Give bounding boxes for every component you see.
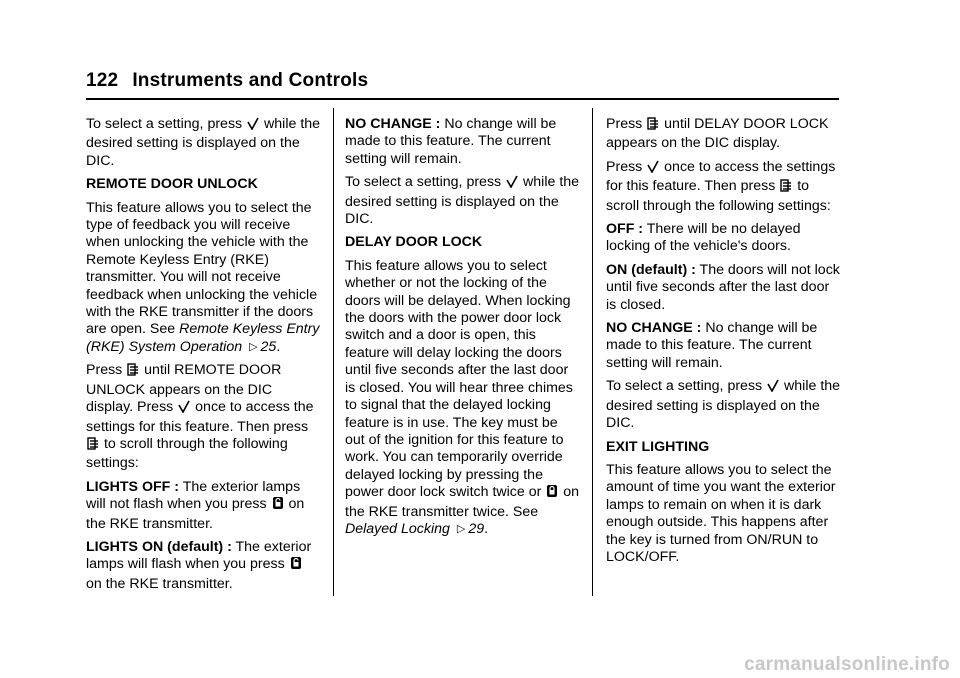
section-title: Instruments and Controls: [132, 70, 369, 91]
text: The exterior lamps will not flash when you press: [86, 478, 301, 513]
text: This feature allows you to select the type of feedback you will receive when unlocking the vehicle with the Remote Keyless Entry (RKE) transmitter. You will not receive feedback when unlocking the vehicle with the RKE transmitter if the doors are open. See: [86, 199, 318, 338]
column-3: [606, 116, 842, 572]
text: To select a setting, press: [345, 174, 502, 191]
text: on the RKE transmitter twice. See: [345, 484, 580, 520]
cross-reference-link[interactable]: Delayed Locking: [345, 520, 450, 537]
option-label: NO CHANGE :: [345, 116, 441, 132]
option-label: LIGHTS ON (default) :: [86, 538, 232, 555]
text: on the RKE transmitter.: [86, 575, 233, 592]
page-number: 122: [86, 70, 119, 91]
paragraph: [345, 116, 581, 168]
paragraph: [606, 320, 842, 372]
text: while the desired setting is displayed on the DIC.: [606, 378, 841, 432]
paragraph: [345, 174, 581, 228]
paragraph: [606, 262, 842, 314]
paragraph: [606, 116, 842, 153]
rke-unlock-icon: [272, 496, 284, 515]
menu-page-icon: [780, 179, 792, 197]
text: Press: [606, 158, 643, 175]
text: to scroll through the following settings:: [606, 178, 831, 214]
text: This feature allows you to select whether or not the locking of the doors will be delayed. When locking the doors with the power door lock switch and a door is open, this feature will delay locking the doors until five seconds after the last door is closed. You will hear three chimes to signal that the delayed locking feature is in use. The key must be out of the ignition for this feature to work. You can temporarily override delayed locking by pressing the power door lock switch twice or: [345, 257, 573, 501]
menu-page-icon: [647, 117, 659, 135]
text: No change will be made to this feature. The current setting will remain.: [345, 116, 557, 167]
text: until REMOTE DOOR UNLOCK appears on the DIC display. Press: [86, 362, 282, 416]
option-label: NO CHANGE :: [606, 320, 702, 337]
checkmark-icon: [647, 160, 659, 178]
paragraph: This feature allows you to select the type of feedback you will receive when unlocking the vehicle with the Remote Keyless Entry (RKE) transmitter. You will not receive feedback when unlocking the vehicle with the RKE transmitter if the doors are open. See Remote Keyless Entry (RKE) System Operation ▷ 25.: [86, 199, 320, 355]
paragraph: [606, 378, 842, 432]
paragraph: [606, 462, 842, 566]
text: Press: [606, 116, 643, 132]
paragraph: [86, 539, 322, 593]
text: on the RKE transmitter.: [86, 496, 305, 532]
text: To select a setting, press: [86, 116, 243, 132]
option-label: LIGHTS OFF :: [86, 478, 179, 495]
rke-unlock-icon: [290, 556, 302, 575]
column-divider-1: [333, 108, 334, 596]
text: To select a setting, press: [606, 378, 763, 395]
column-2: [345, 116, 581, 544]
text: Press: [86, 362, 123, 379]
checkmark-icon: [767, 379, 779, 397]
paragraph: [606, 159, 842, 215]
menu-page-icon: [127, 363, 139, 381]
checkmark-icon: [247, 117, 259, 135]
checkmark-icon: [178, 400, 190, 418]
column-1: [86, 116, 322, 599]
menu-page-icon: [87, 437, 99, 455]
option-label: ON (default) :: [606, 261, 696, 278]
section-heading: REMOTE DOOR UNLOCK: [86, 176, 258, 193]
page-reference-number[interactable]: 25: [260, 338, 277, 355]
header-rule: [86, 98, 839, 100]
checkmark-icon: [506, 175, 518, 193]
text: while the desired setting is displayed on the DIC.: [345, 174, 580, 228]
text: The doors will not lock until five seconds after the last door is closed.: [606, 261, 840, 313]
paragraph: This feature allows you to select whether or not the locking of the doors will be delayed. When locking the doors with the power door lock switch and a door is open, this feature will delay locking the doors until five seconds after the last door is closed. You will hear three chimes to signal that the delayed locking feature is in use. The key must be out of the ignition for this feature to work. You can temporarily override delayed locking by pressing the power door lock switch twice or on the RKE transmitter twice. See Delayed Locking ▷ 29.: [345, 257, 580, 537]
text: once to access the settings for this feature. Then press: [86, 399, 314, 435]
option-label: OFF :: [606, 221, 644, 238]
paragraph: [86, 116, 322, 170]
page-reference-arrow-icon: ▷: [456, 522, 466, 535]
page-reference-arrow-icon: ▷: [249, 340, 258, 353]
cross-reference-link[interactable]: Remote Keyless Entry (RKE) System Operation: [86, 321, 320, 355]
section-heading: DELAY DOOR LOCK: [345, 234, 483, 251]
paragraph: [86, 362, 322, 472]
text: This feature allows you to select the amount of time you want the exterior lamps to remain on when it is dark enough outside. This happens after the key is turned from ON/RUN to LOCK/OFF.: [606, 461, 836, 565]
text: There will be no delayed locking of the vehicle's doors.: [606, 221, 801, 255]
text: until DELAY DOOR LOCK appears on the DIC display.: [606, 116, 829, 152]
paragraph: [86, 479, 322, 533]
column-divider-2: [592, 108, 593, 596]
rke-lock-icon: [546, 484, 558, 503]
text: while the desired setting is displayed on the DIC.: [86, 116, 321, 169]
section-heading: EXIT LIGHTING: [606, 438, 710, 455]
watermark: carmanualsonline.info: [744, 654, 950, 675]
text: No change will be made to this feature. The current setting will remain.: [606, 320, 818, 371]
text: The exterior lamps will flash when you press: [86, 538, 312, 573]
paragraph: [606, 221, 842, 256]
page-header: [86, 70, 368, 92]
page-reference-number[interactable]: 29: [468, 520, 485, 537]
text: to scroll through the following settings:: [86, 435, 288, 472]
text: once to access the settings for this feature. Then press: [606, 158, 836, 195]
